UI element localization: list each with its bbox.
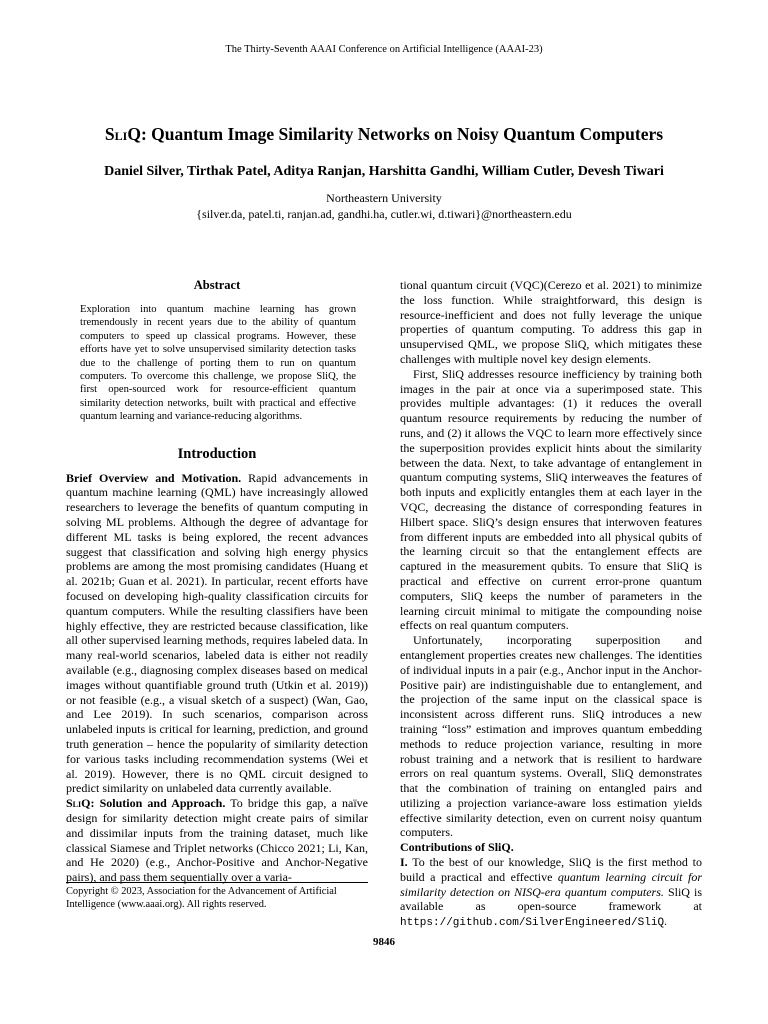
- contribution-end: .: [664, 914, 668, 929]
- author-emails: {silver.da, patel.ti, ranjan.ad, gandhi.ha, cutler.wi, d.tiwari}@northeastern.edu: [196, 207, 572, 221]
- repository-link[interactable]: https://github.com/SilverEngineered/SliQ: [400, 917, 665, 930]
- contribution-text-pre: To the best of our knowledge, SliQ is the first method to build a practical and effective: [400, 855, 702, 884]
- conference-header: The Thirty-Seventh AAAI Conference on Artificial Intelligence (AAAI-23): [225, 44, 543, 55]
- title-rest: : Quantum Image Similarity Networks on Noisy Quantum Computers: [140, 124, 664, 144]
- page-number: 9846: [373, 936, 395, 948]
- contribution-text-post: SliQ is available as open-source framework at: [400, 884, 703, 914]
- solution-heading-text: : Solution and Approach.: [90, 796, 226, 811]
- contributions-heading: Contributions of SliQ.: [400, 840, 514, 855]
- left-column: [66, 278, 368, 885]
- copyright-footnote: Copyright © 2023, Association for the Advancement of Artificial Intelligence (www.aaai.org). All rights reserved.: [66, 882, 368, 911]
- affiliation: Northeastern University: [326, 191, 442, 205]
- abstract-text: Exploration into quantum machine learning has grown tremendously in recent years due to the ability of quantum computers to speed up classical programs. However, these efforts have yet to solve unsupervised similarity detection tasks due to the challenge of porting them to run on quantum computers. To overcome this challenge, we propose SliQ, the first open-sourced work for resource-efficient quantum similarity detection networks, built with practical and effective quantum learning and variance-reducing algorithms.: [80, 304, 356, 423]
- intro-paragraph-first: First, SliQ addresses resource inefficiency by training both images in the pair at once via a superimposed state. This provides multiple advantages: (1) it reduces the overall quantum resource requirements by reducing the number of runs, and (2) it allows the VQC to learn more effectively since the superposition provides explicit hints about the similarity between the data. Next, to take advantage of entanglement in quantum computing systems, SliQ interweaves the features of both inputs and explicitly entangles them at each layer in the VQC, decreasing the distance of corresponding features in Hilbert space. SliQ’s design ensures that interwoven features from different inputs are embedded into all physical qubits of the learning circuit so that the entanglement effects are captured in the measurement qubits. To ensure that SliQ is practical and effective on current error-prone quantum computers, SliQ keeps the number of parameters in the learning circuit minimal to mitigate the compounding noise effects on real quantum computers.: [400, 366, 702, 633]
- runin-heading-overview: Brief Overview and Motivation.: [66, 470, 242, 485]
- solution-system-name: SliQ: [66, 796, 91, 811]
- intro-paragraph-solution: [66, 796, 368, 885]
- intro-paragraph-challenges: Unfortunately, incorporating superposition and entanglement properties creates new challenges. The identities of individual inputs in a pair (e.g., Anchor input in the Anchor-Positive pair) are indistinguishable due to entanglement, and the projection of the same input on the classical space is inconsistent across different runs. SliQ introduces a new training “loss” estimation and improves quantum embedding methods to reduce projection variance, resulting in more robust training and a network that is resilient to hardware errors on real quantum systems. Overall, SliQ demonstrates that the combination of training on entangled pairs and utilizing a projection variance-aware loss estimation yields effective similarity detection, even on current noisy quantum computers.: [400, 633, 702, 840]
- intro-paragraph-overview: [66, 471, 368, 797]
- contribution-emphasis: quantum learning circuit for similarity detection on NISQ-era quantum computers.: [400, 869, 702, 899]
- runin-heading-solution: [66, 796, 225, 810]
- contribution-item-1: [400, 855, 702, 931]
- contribution-label: I.: [400, 855, 408, 870]
- title-system-name: SliQ: [104, 124, 141, 144]
- right-column: [400, 278, 702, 931]
- solution-text: To bridge this gap, a naïve design for similarity detection might create pairs of similar and dissimilar inputs from the training dataset, much like classical Siamese and Triplet networks (Chicco 2021; Li, Kan, and He 2020) (e.g., Anchor-Positive and Anchor-Negative pairs), and pass them sequentially over a varia-: [66, 796, 368, 885]
- intro-paragraph-continued: tional quantum circuit (VQC)(Cerezo et al. 2021) to minimize the loss function. While straightforward, this design is resource-inefficient and does not fully leverage the unique properties of quantum computing. To address this gap in unsupervised QML, we propose SliQ, which mitigates these challenges with multiple novel key design elements.: [400, 278, 702, 366]
- paper-title: [0, 124, 768, 145]
- affiliation-block: [0, 190, 768, 222]
- overview-text: Rapid advancements in quantum machine learning (QML) have increasingly allowed researchers to leverage the benefits of quantum computing in solving ML problems. Although the degree of advantage for different ML tasks is being explored, the recent advances suggest that classification and solving high energy physics problems are among the most promising candidates (Huang et al. 2021b; Guan et al. 2021). In particular, recent efforts have focused on developing high-quality classification circuits for quantum computers. While the resulting classifiers have been highly effective, they are restricted because classification, like all other supervised learning methods, requires labeled data. In many real-world scenarios, labeled data is either not readily available (e.g., diagnosing complex diseases based on medical images without quantifiable ground truth (Utkin et al. 2019)) or not feasible (e.g., a visual sketch of a suspect) (Wan, Gao, and Lee 2019). In such scenarios, comparison across unlabeled inputs is critical for learning, prediction, and ground truth generation – hence the popularity of similarity detection for various tasks including recommendation systems (Wei et al. 2019). However, there is no QML circuit designed to predict similarity on unlabeled data currently available.: [66, 470, 368, 796]
- author-list: Daniel Silver, Tirthak Patel, Aditya Ranjan, Harshitta Gandhi, William Cutler, Devesh Tiwari: [104, 164, 664, 179]
- abstract-heading: Abstract: [193, 278, 241, 292]
- introduction-heading: Introduction: [177, 445, 257, 462]
